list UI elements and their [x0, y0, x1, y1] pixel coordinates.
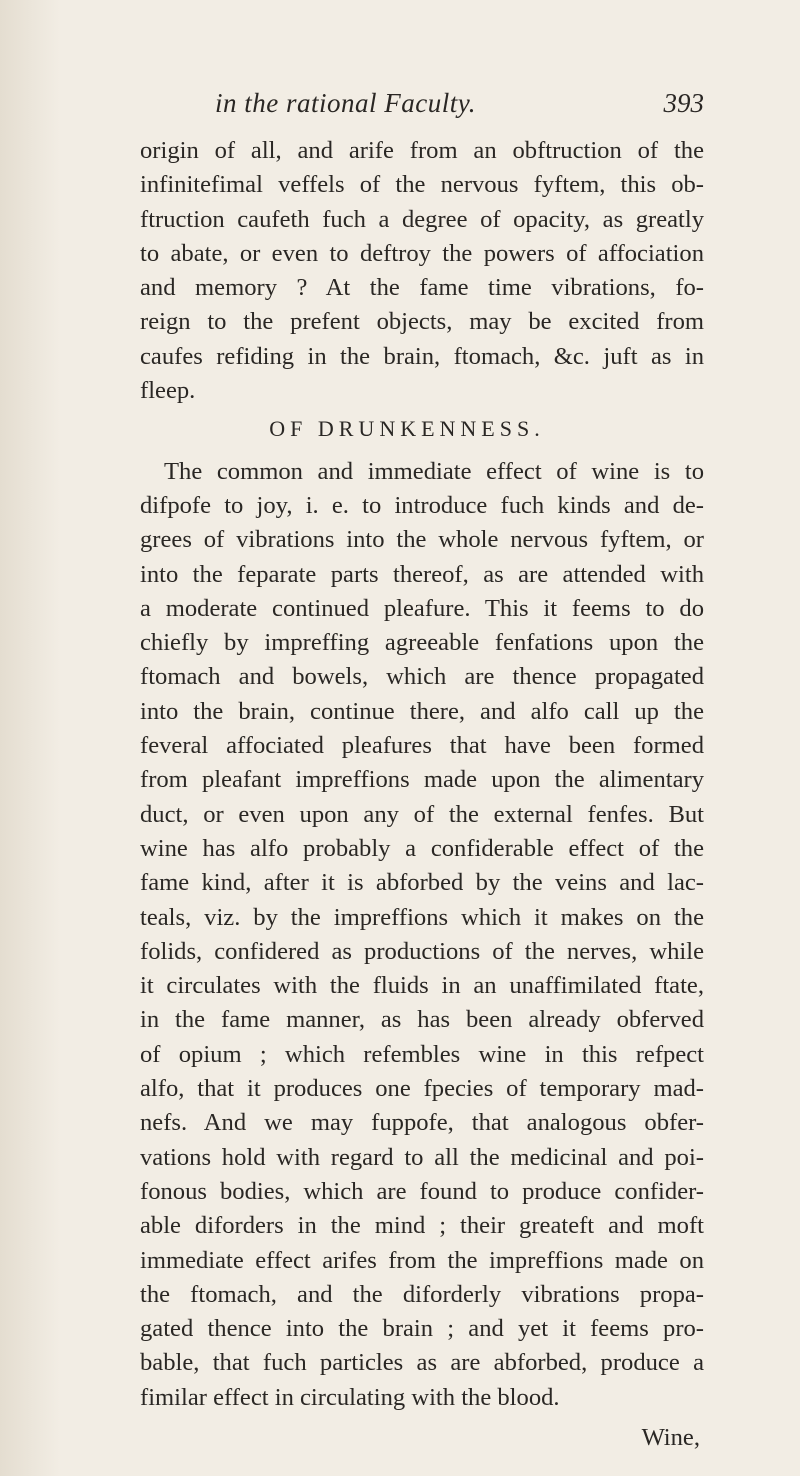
running-head	[140, 88, 704, 128]
text-line: wine has alfo probably a confiderable effect of the	[140, 834, 704, 862]
text-line: vations hold with regard to all the medicinal and poi-	[140, 1143, 704, 1171]
text-line: difpofe to joy, i. e. to introduce fuch kinds and de-	[140, 491, 704, 519]
text-line: into the brain, continue there, and alfo call up the	[140, 697, 704, 725]
text-line: gated thence into the brain ; and yet it feems pro-	[140, 1315, 704, 1343]
text-line: a moderate continued pleafure. This it feems to do	[140, 594, 704, 622]
text-line: it circulates with the fluids in an unaffimilated ftate,	[140, 972, 704, 1000]
paragraph-continuation	[140, 134, 704, 408]
text-line: feveral affociated pleafures that have been formed	[140, 732, 704, 760]
text-line: fleep.	[140, 377, 196, 405]
text-line: origin of all, and arife from an obftruction of the	[140, 137, 704, 164]
text-line: in the fame manner, as has been already obferved	[140, 1006, 704, 1034]
text-line: ftruction caufeth fuch a degree of opacity, as greatly	[140, 205, 704, 233]
text-line: immediate effect arifes from the impreffions made on	[140, 1246, 704, 1274]
text-line: of opium ; which refembles wine in this refpect	[140, 1040, 704, 1068]
text-line: nefs. And we may fuppofe, that analogous obfer-	[140, 1109, 704, 1137]
text-line: bable, that fuch particles as are abforbed, produce a	[140, 1349, 704, 1377]
text-line: fonous bodies, which are found to produce confider-	[140, 1177, 704, 1205]
text-line: able diforders in the mind ; their greateft and moft	[140, 1212, 704, 1240]
text-line: fimilar effect in circulating with the blood.	[140, 1383, 560, 1411]
catchword: Wine,	[641, 1423, 700, 1451]
text-line: and memory ? At the fame time vibrations, fo-	[140, 274, 704, 302]
text-line: from pleafant impreffions made upon the alimentary	[140, 766, 704, 794]
text-line: alfo, that it produces one fpecies of temporary mad-	[140, 1075, 704, 1103]
text-line: grees of vibrations into the whole nervous fyftem, or	[140, 526, 704, 554]
running-title: in the rational Faculty.	[215, 88, 476, 118]
text-line: chiefly by impreffing agreeable fenfations upon the	[140, 629, 704, 657]
text-line: ftomach and bowels, which are thence propagated	[140, 663, 704, 691]
text-line: folids, confidered as productions of the nerves, while	[140, 937, 704, 965]
text-line: infinitefimal veffels of the nervous fyftem, this ob-	[140, 171, 704, 199]
text-line: fame kind, after it is abforbed by the veins and lac-	[140, 869, 704, 897]
text-line: The common and immediate effect of wine is to	[164, 457, 704, 485]
text-line: to abate, or even to deftroy the powers of affociation	[140, 239, 704, 267]
page-number: 393	[663, 88, 704, 118]
text-line: the ftomach, and the diforderly vibrations propa-	[140, 1280, 704, 1308]
text-line: duct, or even upon any of the external fenfes. But	[140, 800, 704, 828]
text-line: caufes refiding in the brain, ftomach, &c. juft as in	[140, 342, 704, 370]
text-line: reign to the prefent objects, may be excited from	[140, 308, 704, 336]
section-heading: OF DRUNKENNESS.	[269, 416, 545, 442]
paragraph-drunkenness	[140, 455, 704, 1415]
text-line: into the feparate parts thereof, as are attended with	[140, 560, 704, 588]
text-line: teals, viz. by the impreffions which it makes on the	[140, 903, 704, 931]
